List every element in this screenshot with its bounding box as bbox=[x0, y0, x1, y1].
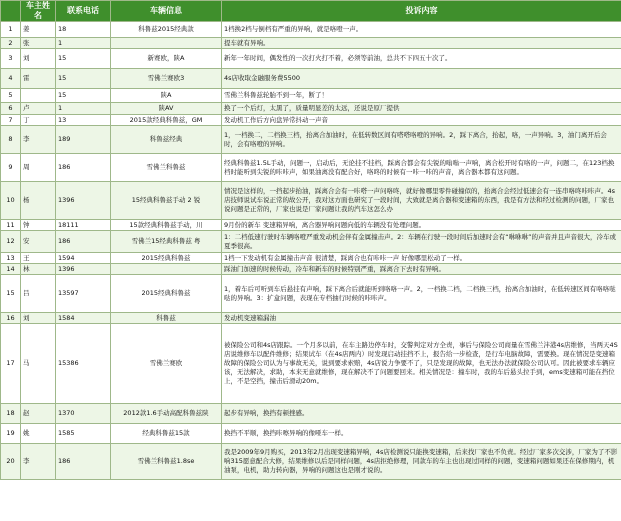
row-index: 19 bbox=[1, 424, 21, 444]
row-car: 雪佛兰15经典科鲁兹 粤 bbox=[111, 231, 222, 253]
row-car: 科鲁兹2015经典款 bbox=[111, 22, 222, 38]
row-name: 王 bbox=[21, 253, 56, 264]
row-phone: 189 bbox=[56, 126, 111, 154]
row-name: 钟 bbox=[21, 220, 56, 231]
row-index: 13 bbox=[1, 253, 21, 264]
header-car: 车辆信息 bbox=[111, 1, 222, 22]
row-car: 2015经典科鲁兹 bbox=[111, 275, 222, 313]
row-phone: 1594 bbox=[56, 253, 111, 264]
row-car: 2015经典科鲁兹 bbox=[111, 253, 222, 264]
row-car: 陕A bbox=[111, 89, 222, 103]
row-index: 7 bbox=[1, 115, 21, 126]
row-content: 提车就有异响。 bbox=[222, 38, 621, 49]
row-index: 12 bbox=[1, 231, 21, 253]
row-phone: 18111 bbox=[56, 220, 111, 231]
row-name: 姚 bbox=[21, 424, 56, 444]
row-phone: 1 bbox=[56, 103, 111, 115]
row-name bbox=[21, 89, 56, 103]
row-car: 雪佛兰科鲁兹1.8se bbox=[111, 444, 222, 480]
row-content: 起步有异响，换挡有顿挫感。 bbox=[222, 404, 621, 424]
row-phone: 1370 bbox=[56, 404, 111, 424]
row-index: 1 bbox=[1, 22, 21, 38]
table-row bbox=[1, 103, 621, 115]
table-row bbox=[1, 182, 621, 220]
row-content: 情况是这样的，一挡起步抬油，踩离合会有一咔嗒一声问咯咚，就好像哪里零件碰撞似的，抬离合会经过低速会有一连串咯咚咔咔声。4s店技师说试车说正常的故公开，我对这方面也研究了一段时间，大致就是离合器和变速箱的东西，我是有方法和经过检测的问题，厂家也说问题是正常的，厂家也说是厂家问题让我的汽车这怎么办 bbox=[222, 182, 621, 220]
row-name: 吕 bbox=[21, 275, 56, 313]
row-content: 经典科鲁兹1.5L手动，问题一，启动后，无论挂不挂档，踩离合都会有尖锐的嗡嗡一声响，离合松开时有咯的一声，问题二，在123档换档时能听到尖锐的咔咔声，如果油离没有配合好，咯咚的时候有一咔一咔的声音，离合器本都有这问题。 bbox=[222, 154, 621, 182]
header-content: 投诉内容 bbox=[222, 1, 621, 22]
row-name: 姜 bbox=[21, 22, 56, 38]
row-index: 17 bbox=[1, 324, 21, 404]
row-index: 14 bbox=[1, 264, 21, 275]
row-car bbox=[111, 38, 222, 49]
row-name: 杨 bbox=[21, 182, 56, 220]
row-index: 15 bbox=[1, 275, 21, 313]
row-name: 张 bbox=[21, 38, 56, 49]
header-index bbox=[1, 1, 21, 22]
row-phone: 186 bbox=[56, 154, 111, 182]
table-row bbox=[1, 424, 621, 444]
header-row bbox=[1, 1, 621, 22]
table-row bbox=[1, 89, 621, 103]
row-content: 踩油门加速的时候传动，冷车和新车的时候特别严重，踩离合下去时有异响。 bbox=[222, 264, 621, 275]
table-row bbox=[1, 126, 621, 154]
row-phone: 15386 bbox=[56, 324, 111, 404]
table-row bbox=[1, 404, 621, 424]
row-phone: 1 bbox=[56, 38, 111, 49]
row-phone: 15 bbox=[56, 69, 111, 89]
row-name: 赵 bbox=[21, 404, 56, 424]
row-index: 6 bbox=[1, 103, 21, 115]
row-name: 刘 bbox=[21, 49, 56, 69]
row-content: 换了一个后灯，太黑了，质量明显差的太远，还说是原厂提供 bbox=[222, 103, 621, 115]
row-content: 1：二档低速行驶时车辆咯噔严重发动机会伴有金属撞击声。2：车辆在行驶一段时间后加速时会有“咻咻咻”的声音并且声音很大，冷车或夏季很高。 bbox=[222, 231, 621, 253]
row-car: 2012款1.6手动高配科鲁兹陕 bbox=[111, 404, 222, 424]
row-car: 陕AV bbox=[111, 103, 222, 115]
table-row bbox=[1, 264, 621, 275]
row-name: 李 bbox=[21, 444, 56, 480]
row-index: 16 bbox=[1, 313, 21, 324]
row-index: 5 bbox=[1, 89, 21, 103]
row-car: 雪佛兰赛欧 bbox=[111, 324, 222, 404]
row-content: 1，着车后可听到车后悬挂有声响，踩下离合后就能听到咯咯一声。2，一档换二档，二档换三档，抬离合加油时，在低转速区间有咯咯哒哒的异响。3：扩盒问题，表现在专档抽行时候的咔咔声。 bbox=[222, 275, 621, 313]
table-row bbox=[1, 444, 621, 480]
header-name: 车主姓名 bbox=[21, 1, 56, 22]
row-name: 马 bbox=[21, 324, 56, 404]
row-index: 4 bbox=[1, 69, 21, 89]
row-index: 10 bbox=[1, 182, 21, 220]
row-car: 经典科鲁兹15款 bbox=[111, 424, 222, 444]
row-content: 发动机变速箱漏油 bbox=[222, 313, 621, 324]
table-row bbox=[1, 275, 621, 313]
row-car: 2015款经典科鲁兹，GM bbox=[111, 115, 222, 126]
row-name: 刘 bbox=[21, 313, 56, 324]
table-row bbox=[1, 154, 621, 182]
row-phone: 15 bbox=[56, 49, 111, 69]
row-content: 发动机工作后方向盘异常抖动一声音 bbox=[222, 115, 621, 126]
row-car: 雪佛兰赛欧3 bbox=[111, 69, 222, 89]
row-index: 20 bbox=[1, 444, 21, 480]
row-phone: 1396 bbox=[56, 264, 111, 275]
row-phone: 13597 bbox=[56, 275, 111, 313]
row-index: 18 bbox=[1, 404, 21, 424]
row-index: 3 bbox=[1, 49, 21, 69]
table-row bbox=[1, 324, 621, 404]
row-phone: 186 bbox=[56, 231, 111, 253]
row-car: 科鲁兹经典 bbox=[111, 126, 222, 154]
row-content: 4s店收取金融服务费5500 bbox=[222, 69, 621, 89]
row-content: 新年一年时间，偶发性的一次打火打不着，必须等前油，总共不下四五十次了。 bbox=[222, 49, 621, 69]
row-car: 新赛欧，陕A bbox=[111, 49, 222, 69]
row-phone: 186 bbox=[56, 444, 111, 480]
table-row bbox=[1, 231, 621, 253]
row-content: 1档换2档与倒档有严重的异响，就是咯噔一声。 bbox=[222, 22, 621, 38]
row-name: 丁 bbox=[21, 115, 56, 126]
row-name: 雷 bbox=[21, 69, 56, 89]
row-car: 雪佛兰科鲁兹 bbox=[111, 154, 222, 182]
row-name: 李 bbox=[21, 126, 56, 154]
header-phone: 联系电话 bbox=[56, 1, 111, 22]
table-row bbox=[1, 69, 621, 89]
row-content: 雪佛兰科鲁兹轮胎不到一年，断了！ bbox=[222, 89, 621, 103]
row-content: 9月份的新车 变速箱异响，离合器异响问题向低的车辆没有处理问题。 bbox=[222, 220, 621, 231]
table-row bbox=[1, 220, 621, 231]
table-row bbox=[1, 253, 621, 264]
row-phone: 1396 bbox=[56, 182, 111, 220]
row-index: 2 bbox=[1, 38, 21, 49]
row-car: 15经典科鲁兹手动 2 锐 bbox=[111, 182, 222, 220]
row-name: 卢 bbox=[21, 103, 56, 115]
row-content: 我是2009年9月购买，2013年2月出现变速箱异响，4s店检测说只能换变速箱，后来找厂家也不负责。经过厂家多次交涉，厂家为了不影响315愿意配合大修，结果维修以后是同样问题，4s店拒绝修理，同款车的车主也出现过同样的问题，变速箱问题如果还在保修期内，机油泵，电机，助力转向器，异响的问题这也是刚才说的。 bbox=[222, 444, 621, 480]
table-row bbox=[1, 49, 621, 69]
table-row bbox=[1, 313, 621, 324]
row-index: 9 bbox=[1, 154, 21, 182]
table-row bbox=[1, 115, 621, 126]
row-phone: 15 bbox=[56, 89, 111, 103]
row-content: 换挡不平顺，换挡咔嚓异响的像哑车一样。 bbox=[222, 424, 621, 444]
row-name: 周 bbox=[21, 154, 56, 182]
row-car: 科鲁兹 bbox=[111, 313, 222, 324]
row-name: 林 bbox=[21, 264, 56, 275]
row-index: 8 bbox=[1, 126, 21, 154]
row-phone: 1584 bbox=[56, 313, 111, 324]
table-row bbox=[1, 38, 621, 49]
row-content: 1档一下发动机有金属撞击声音 很清楚，踩离合也有咔咔一声 好像哪里松动了一样。 bbox=[222, 253, 621, 264]
row-phone: 1585 bbox=[56, 424, 111, 444]
row-car: 15款经典科鲁兹手动，川 bbox=[111, 220, 222, 231]
row-content: 1，一档换二，二档换三档，抬离合加油时，在低转数区间有嗒嗒咯噔的异响。2，踩下离合，抬起，咯，一声异响。3，油门离开后会时，会有咯噔的异响。 bbox=[222, 126, 621, 154]
row-car bbox=[111, 264, 222, 275]
row-content: 被保险公司和4s店跟踪。一个月多以前，在车主路边停车时，交警判定对方全责，事后与保险公司商量在雪佛兰沣港4s店维修，当两天4S店说维修车以配件维修；结果试车（在4s店两内）时发现启动挂挡不上，报告给一步检查，是行车电脑故障，需要换。现在情况是变速箱故障的保险公司认为与事故无关，说到要求索赔，4s店说力争要不了，只是发现的故障，也无法办法就保险公司认可。因此被要求车辆应该，无法解决，求助，本来无意就维修，现在解决不了问题要回来。相关情况是：撞车时，我的车后悬头拉手到，ems变速箱可能在挡位上，不是空挡，撞击后滑动20m。 bbox=[222, 324, 621, 404]
row-index: 11 bbox=[1, 220, 21, 231]
row-phone: 13 bbox=[56, 115, 111, 126]
row-name: 安 bbox=[21, 231, 56, 253]
table-row bbox=[1, 22, 621, 38]
row-phone: 18 bbox=[56, 22, 111, 38]
